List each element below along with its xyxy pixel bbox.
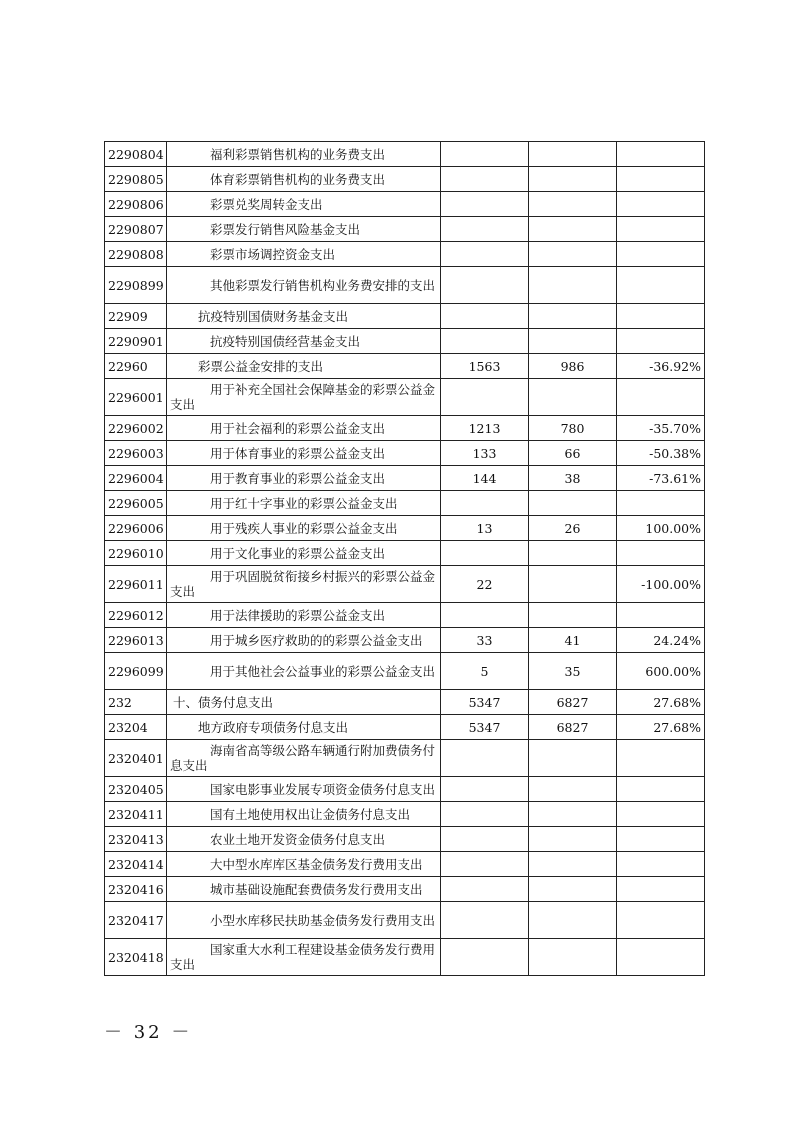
row-name: 彩票发行销售风险基金支出 — [167, 217, 441, 242]
table-row — [105, 802, 705, 827]
table-row — [105, 441, 705, 466]
row-change-percent — [617, 603, 705, 628]
row-code: 2296005 — [105, 491, 167, 516]
row-value-2021: 144 — [441, 466, 529, 491]
row-value-2022: 986 — [529, 354, 617, 379]
row-name: 地方政府专项债务付息支出 — [167, 715, 441, 740]
table-row — [105, 304, 705, 329]
row-code: 2320405 — [105, 777, 167, 802]
row-code: 2290805 — [105, 167, 167, 192]
row-code: 2296012 — [105, 603, 167, 628]
row-code: 23204 — [105, 715, 167, 740]
row-code: 232 — [105, 690, 167, 715]
row-name: 用于红十字事业的彩票公益金支出 — [167, 491, 441, 516]
row-change-percent: -100.00% — [617, 566, 705, 603]
row-value-2021: 22 — [441, 566, 529, 603]
row-code: 2296002 — [105, 416, 167, 441]
row-name: 用于文化事业的彩票公益金支出 — [167, 541, 441, 566]
row-name: 用于社会福利的彩票公益金支出 — [167, 416, 441, 441]
row-code: 22960 — [105, 354, 167, 379]
row-value-2022: 38 — [529, 466, 617, 491]
row-name: 海南省高等级公路车辆通行附加费债务付息支出 — [167, 740, 441, 777]
row-value-2021 — [441, 877, 529, 902]
row-code: 2296001 — [105, 379, 167, 416]
table-row — [105, 827, 705, 852]
table-row — [105, 491, 705, 516]
table-row — [105, 329, 705, 354]
row-change-percent — [617, 939, 705, 976]
row-value-2021 — [441, 267, 529, 304]
row-value-2022 — [529, 304, 617, 329]
row-value-2022: 6827 — [529, 715, 617, 740]
row-value-2021 — [441, 852, 529, 877]
table-row — [105, 466, 705, 491]
row-name: 国家重大水利工程建设基金债务发行费用支出 — [167, 939, 441, 976]
row-value-2022 — [529, 217, 617, 242]
row-change-percent — [617, 740, 705, 777]
table-row — [105, 902, 705, 939]
row-change-percent — [617, 167, 705, 192]
row-value-2022 — [529, 777, 617, 802]
row-value-2021: 5347 — [441, 690, 529, 715]
table-row — [105, 217, 705, 242]
row-value-2021 — [441, 142, 529, 167]
row-name: 国家电影事业发展专项资金债务付息支出 — [167, 777, 441, 802]
row-value-2022 — [529, 329, 617, 354]
row-value-2022 — [529, 902, 617, 939]
table-row — [105, 690, 705, 715]
row-code: 2296011 — [105, 566, 167, 603]
row-value-2021 — [441, 777, 529, 802]
row-value-2021 — [441, 192, 529, 217]
row-change-percent — [617, 267, 705, 304]
row-code: 2290806 — [105, 192, 167, 217]
row-value-2021 — [441, 603, 529, 628]
row-name: 大中型水库库区基金债务发行费用支出 — [167, 852, 441, 877]
table-row — [105, 267, 705, 304]
row-value-2021 — [441, 802, 529, 827]
row-value-2022 — [529, 603, 617, 628]
row-name: 用于残疾人事业的彩票公益金支出 — [167, 516, 441, 541]
row-name: 十、债务付息支出 — [167, 690, 441, 715]
row-value-2021: 1213 — [441, 416, 529, 441]
budget-table — [104, 141, 705, 976]
row-name: 抗疫特别国债财务基金支出 — [167, 304, 441, 329]
table-row — [105, 192, 705, 217]
row-name: 小型水库移民扶助基金债务发行费用支出 — [167, 902, 441, 939]
row-code: 2290807 — [105, 217, 167, 242]
row-value-2022 — [529, 267, 617, 304]
row-change-percent — [617, 192, 705, 217]
table-row — [105, 715, 705, 740]
row-code: 2320414 — [105, 852, 167, 877]
row-value-2021: 1563 — [441, 354, 529, 379]
row-value-2022 — [529, 142, 617, 167]
row-code: 2320416 — [105, 877, 167, 902]
row-change-percent — [617, 329, 705, 354]
table-row — [105, 653, 705, 690]
table-row — [105, 852, 705, 877]
row-name: 体育彩票销售机构的业务费支出 — [167, 167, 441, 192]
row-name: 城市基础设施配套费债务发行费用支出 — [167, 877, 441, 902]
row-change-percent: 27.68% — [617, 715, 705, 740]
row-value-2022: 35 — [529, 653, 617, 690]
table-row — [105, 142, 705, 167]
table-row — [105, 379, 705, 416]
row-value-2022 — [529, 491, 617, 516]
row-change-percent — [617, 802, 705, 827]
row-value-2021 — [441, 939, 529, 976]
row-value-2022: 41 — [529, 628, 617, 653]
row-value-2022 — [529, 167, 617, 192]
row-value-2021 — [441, 541, 529, 566]
row-name: 福利彩票销售机构的业务费支出 — [167, 142, 441, 167]
row-value-2021: 33 — [441, 628, 529, 653]
row-value-2021 — [441, 304, 529, 329]
row-value-2022: 26 — [529, 516, 617, 541]
row-value-2022: 780 — [529, 416, 617, 441]
row-change-percent: -36.92% — [617, 354, 705, 379]
row-code: 2320401 — [105, 740, 167, 777]
row-name: 用于教育事业的彩票公益金支出 — [167, 466, 441, 491]
row-value-2022: 66 — [529, 441, 617, 466]
row-value-2022 — [529, 566, 617, 603]
row-change-percent — [617, 217, 705, 242]
row-change-percent: -35.70% — [617, 416, 705, 441]
row-change-percent — [617, 902, 705, 939]
row-value-2021 — [441, 217, 529, 242]
table-row — [105, 939, 705, 976]
table-row — [105, 541, 705, 566]
row-value-2021: 5347 — [441, 715, 529, 740]
row-name: 彩票市场调控资金支出 — [167, 242, 441, 267]
row-change-percent — [617, 777, 705, 802]
table-body — [105, 142, 705, 976]
table-row — [105, 566, 705, 603]
page-number: － 32 － — [104, 1022, 193, 1043]
row-change-percent — [617, 379, 705, 416]
row-value-2022 — [529, 852, 617, 877]
row-value-2021: 5 — [441, 653, 529, 690]
table-row — [105, 877, 705, 902]
row-value-2021 — [441, 242, 529, 267]
table-row — [105, 516, 705, 541]
row-code: 2320417 — [105, 902, 167, 939]
row-change-percent: -73.61% — [617, 466, 705, 491]
row-value-2021 — [441, 902, 529, 939]
row-value-2021: 13 — [441, 516, 529, 541]
row-change-percent — [617, 827, 705, 852]
row-code: 2296010 — [105, 541, 167, 566]
row-code: 2320411 — [105, 802, 167, 827]
row-name: 用于巩固脱贫衔接乡村振兴的彩票公益金支出 — [167, 566, 441, 603]
row-change-percent: 100.00% — [617, 516, 705, 541]
row-code: 2290901 — [105, 329, 167, 354]
row-name: 用于城乡医疗救助的的彩票公益金支出 — [167, 628, 441, 653]
row-change-percent: -50.38% — [617, 441, 705, 466]
row-name: 抗疫特别国债经营基金支出 — [167, 329, 441, 354]
row-value-2022 — [529, 379, 617, 416]
row-value-2021 — [441, 740, 529, 777]
row-code: 2296006 — [105, 516, 167, 541]
row-name: 用于体育事业的彩票公益金支出 — [167, 441, 441, 466]
table-row — [105, 777, 705, 802]
row-name: 彩票公益金安排的支出 — [167, 354, 441, 379]
row-name: 用于其他社会公益事业的彩票公益金支出 — [167, 653, 441, 690]
row-value-2021 — [441, 167, 529, 192]
row-value-2022 — [529, 827, 617, 852]
row-value-2021: 133 — [441, 441, 529, 466]
row-value-2022 — [529, 541, 617, 566]
row-code: 2296003 — [105, 441, 167, 466]
row-change-percent — [617, 852, 705, 877]
table-row — [105, 603, 705, 628]
row-change-percent — [617, 877, 705, 902]
row-change-percent — [617, 304, 705, 329]
row-value-2022: 6827 — [529, 690, 617, 715]
row-name: 国有土地使用权出让金债务付息支出 — [167, 802, 441, 827]
row-value-2022 — [529, 802, 617, 827]
row-name: 彩票兑奖周转金支出 — [167, 192, 441, 217]
row-name: 农业土地开发资金债务付息支出 — [167, 827, 441, 852]
row-code: 2296099 — [105, 653, 167, 690]
row-change-percent: 600.00% — [617, 653, 705, 690]
table-row — [105, 416, 705, 441]
row-value-2021 — [441, 827, 529, 852]
row-value-2021 — [441, 329, 529, 354]
row-code: 2290899 — [105, 267, 167, 304]
row-change-percent — [617, 242, 705, 267]
row-change-percent: 24.24% — [617, 628, 705, 653]
row-code: 2296004 — [105, 466, 167, 491]
row-value-2022 — [529, 242, 617, 267]
row-change-percent: 27.68% — [617, 690, 705, 715]
table-row — [105, 354, 705, 379]
row-name: 用于法律援助的彩票公益金支出 — [167, 603, 441, 628]
row-value-2022 — [529, 192, 617, 217]
row-value-2021 — [441, 379, 529, 416]
row-code: 2296013 — [105, 628, 167, 653]
row-value-2022 — [529, 939, 617, 976]
table-row — [105, 167, 705, 192]
row-value-2022 — [529, 877, 617, 902]
row-change-percent — [617, 541, 705, 566]
table-row — [105, 740, 705, 777]
row-code: 2290804 — [105, 142, 167, 167]
row-code: 2320418 — [105, 939, 167, 976]
row-change-percent — [617, 491, 705, 516]
row-name: 其他彩票发行销售机构业务费安排的支出 — [167, 267, 441, 304]
row-code: 22909 — [105, 304, 167, 329]
table-row — [105, 628, 705, 653]
row-value-2021 — [441, 491, 529, 516]
table-row — [105, 242, 705, 267]
row-name: 用于补充全国社会保障基金的彩票公益金支出 — [167, 379, 441, 416]
row-change-percent — [617, 142, 705, 167]
row-code: 2320413 — [105, 827, 167, 852]
row-code: 2290808 — [105, 242, 167, 267]
row-value-2022 — [529, 740, 617, 777]
